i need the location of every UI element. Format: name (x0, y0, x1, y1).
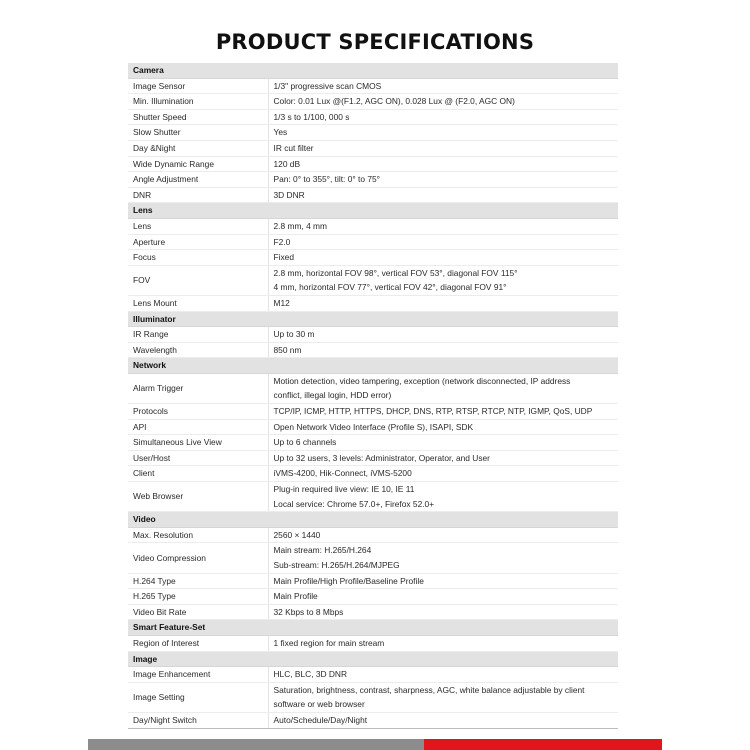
spec-value-line: Color: 0.01 Lux @(F1.2, AGC ON), 0.028 Lux @ (F2.0, AGC ON) (273, 96, 515, 107)
spec-value-line: iVMS-4200, Hik-Connect, iVMS-5200 (273, 468, 412, 479)
spec-label: Client (128, 466, 268, 482)
spec-value (268, 295, 618, 311)
spec-row (128, 250, 618, 266)
spec-label: Image Setting (128, 682, 268, 712)
spec-label: Slow Shutter (128, 125, 268, 141)
section-header (128, 311, 618, 327)
spec-row (128, 327, 618, 343)
spec-table-body (128, 63, 618, 728)
spec-label: Shutter Speed (128, 109, 268, 125)
section-title: Illuminator (128, 311, 618, 327)
spec-row (128, 635, 618, 651)
spec-row (128, 156, 618, 172)
spec-label: Lens Mount (128, 295, 268, 311)
spec-value (268, 156, 618, 172)
spec-value-line: Saturation, brightness, contrast, sharpness, AGC, white balance adjustable by client (273, 684, 585, 695)
spec-value-line: 3D DNR (273, 189, 305, 200)
spec-value-line: Open Network Video Interface (Profile S), ISAPI, SDK (273, 421, 474, 432)
spec-row (128, 109, 618, 125)
spec-label: Focus (128, 250, 268, 266)
spec-label: Day/Night Switch (128, 712, 268, 728)
spec-label: Video Compression (128, 543, 268, 573)
spec-value-line: 2.8 mm, horizontal FOV 98°, vertical FOV 53°, diagonal FOV 115° (273, 267, 518, 278)
section-title: Image (128, 651, 618, 667)
spec-value (268, 327, 618, 343)
spec-value-line: Up to 30 m (273, 329, 315, 340)
spec-value-line: F2.0 (273, 236, 291, 247)
section-header (128, 620, 618, 636)
spec-row (128, 140, 618, 156)
spec-label: Simultaneous Live View (128, 435, 268, 451)
spec-row (128, 125, 618, 141)
section-title: Camera (128, 63, 618, 78)
spec-label: Image Sensor (128, 78, 268, 94)
spec-row (128, 187, 618, 203)
spec-row (128, 404, 618, 420)
spec-row (128, 218, 618, 234)
spec-value (268, 635, 618, 651)
spec-value (268, 712, 618, 728)
spec-value-line: 4 mm, horizontal FOV 77°, vertical FOV 42°, diagonal FOV 91° (273, 282, 507, 293)
spec-label: Protocols (128, 404, 268, 420)
spec-label: DNR (128, 187, 268, 203)
section-header (128, 512, 618, 528)
spec-row (128, 543, 618, 573)
spec-value-line: IR cut filter (273, 142, 314, 153)
section-title: Video (128, 512, 618, 528)
spec-value-line: Auto/Schedule/Day/Night (273, 714, 368, 725)
spec-value-line: Motion detection, video tampering, exception (network disconnected, IP address (273, 375, 571, 386)
spec-label: FOV (128, 265, 268, 295)
spec-label: Max. Resolution (128, 527, 268, 543)
spec-value-line: HLC, BLC, 3D DNR (273, 669, 348, 680)
spec-value-line: 850 nm (273, 344, 302, 355)
spec-value-line: 1 fixed region for main stream (273, 637, 385, 648)
spec-value-line: software or web browser (273, 699, 365, 710)
spec-value (268, 94, 618, 110)
spec-row (128, 482, 618, 512)
spec-value-line: Pan: 0° to 355°, tilt: 0° to 75° (273, 174, 381, 185)
spec-row (128, 527, 618, 543)
spec-label: H.264 Type (128, 573, 268, 589)
spec-label: Video Bit Rate (128, 604, 268, 620)
spec-value (268, 172, 618, 188)
spec-row (128, 94, 618, 110)
spec-value (268, 125, 618, 141)
spec-label: Day &Night (128, 140, 268, 156)
spec-value (268, 140, 618, 156)
page-title: PRODUCT SPECIFICATIONS (215, 30, 535, 54)
footer-bar-red (424, 739, 662, 750)
spec-value-line: Sub-stream: H.265/H.264/MJPEG (273, 560, 400, 570)
spec-value (268, 589, 618, 605)
spec-label: Alarm Trigger (128, 373, 268, 403)
spec-label: Region of Interest (128, 635, 268, 651)
spec-row (128, 172, 618, 188)
spec-row (128, 342, 618, 358)
spec-label: Angle Adjustment (128, 172, 268, 188)
spec-row (128, 373, 618, 403)
section-title: Network (128, 358, 618, 374)
spec-row (128, 466, 618, 482)
section-title: Lens (128, 203, 618, 219)
spec-value-line: 2.8 mm, 4 mm (273, 220, 328, 231)
section-header (128, 203, 618, 219)
spec-value-line: Local service: Chrome 57.0+, Firefox 52.0+ (273, 498, 435, 509)
spec-value-line: Main Profile (273, 591, 318, 602)
spec-value-line: Yes (273, 127, 288, 138)
spec-row (128, 450, 618, 466)
spec-value (268, 682, 618, 712)
spec-value (268, 435, 618, 451)
spec-value (268, 667, 618, 683)
spec-value-line: 2560 × 1440 (273, 529, 321, 540)
spec-value-line: 32 Kbps to 8 Mbps (273, 606, 344, 617)
spec-value-line: M12 (273, 297, 290, 308)
spec-value (268, 543, 618, 573)
spec-row (128, 265, 618, 295)
spec-row (128, 234, 618, 250)
spec-value (268, 187, 618, 203)
spec-row (128, 419, 618, 435)
spec-value (268, 419, 618, 435)
spec-value (268, 78, 618, 94)
spec-value (268, 604, 618, 620)
spec-value-line: Up to 32 users, 3 levels: Administrator, Operator, and User (273, 452, 490, 463)
spec-label: Web Browser (128, 482, 268, 512)
spec-label: H.265 Type (128, 589, 268, 605)
spec-value-line: Up to 6 channels (273, 437, 337, 448)
spec-value-line: Main stream: H.265/H.264 (273, 545, 372, 556)
spec-value-line: Main Profile/High Profile/Baseline Profile (273, 575, 424, 586)
section-header (128, 358, 618, 374)
spec-label: API (128, 419, 268, 435)
spec-value (268, 527, 618, 543)
spec-value (268, 573, 618, 589)
spec-row (128, 604, 618, 620)
spec-label: Wavelength (128, 342, 268, 358)
spec-table (128, 63, 618, 729)
spec-value (268, 218, 618, 234)
spec-value-line: conflict, illegal login, HDD error) (273, 390, 392, 401)
spec-label: Min. Illumination (128, 94, 268, 110)
spec-value (268, 234, 618, 250)
spec-row (128, 667, 618, 683)
spec-row (128, 295, 618, 311)
spec-value (268, 342, 618, 358)
spec-value (268, 109, 618, 125)
spec-label: IR Range (128, 327, 268, 343)
spec-label: Lens (128, 218, 268, 234)
spec-row (128, 712, 618, 728)
spec-value-line: 120 dB (273, 158, 301, 169)
spec-value (268, 404, 618, 420)
spec-value (268, 450, 618, 466)
section-title: Smart Feature-Set (128, 620, 618, 636)
spec-row (128, 435, 618, 451)
footer-bar-gray (88, 739, 424, 750)
spec-value-line: Fixed (273, 252, 294, 263)
spec-value (268, 482, 618, 512)
spec-value-line: Plug-in required live view: IE 10, IE 11 (273, 484, 415, 495)
spec-row (128, 589, 618, 605)
section-header (128, 651, 618, 667)
spec-label: Image Enhancement (128, 667, 268, 683)
spec-value (268, 250, 618, 266)
spec-row (128, 573, 618, 589)
spec-value-line: 1/3 s to 1/100, 000 s (273, 111, 350, 122)
spec-value (268, 265, 618, 295)
spec-value (268, 373, 618, 403)
spec-label: Aperture (128, 234, 268, 250)
spec-row (128, 78, 618, 94)
spec-value (268, 466, 618, 482)
spec-row (128, 682, 618, 712)
section-header (128, 63, 618, 78)
spec-value-line: TCP/IP, ICMP, HTTP, HTTPS, DHCP, DNS, RTP, RTSP, RTCP, NTP, IGMP, QoS, UDP (273, 406, 593, 417)
spec-label: Wide Dynamic Range (128, 156, 268, 172)
spec-label: User/Host (128, 450, 268, 466)
spec-value-line: 1/3" progressive scan CMOS (273, 80, 382, 91)
